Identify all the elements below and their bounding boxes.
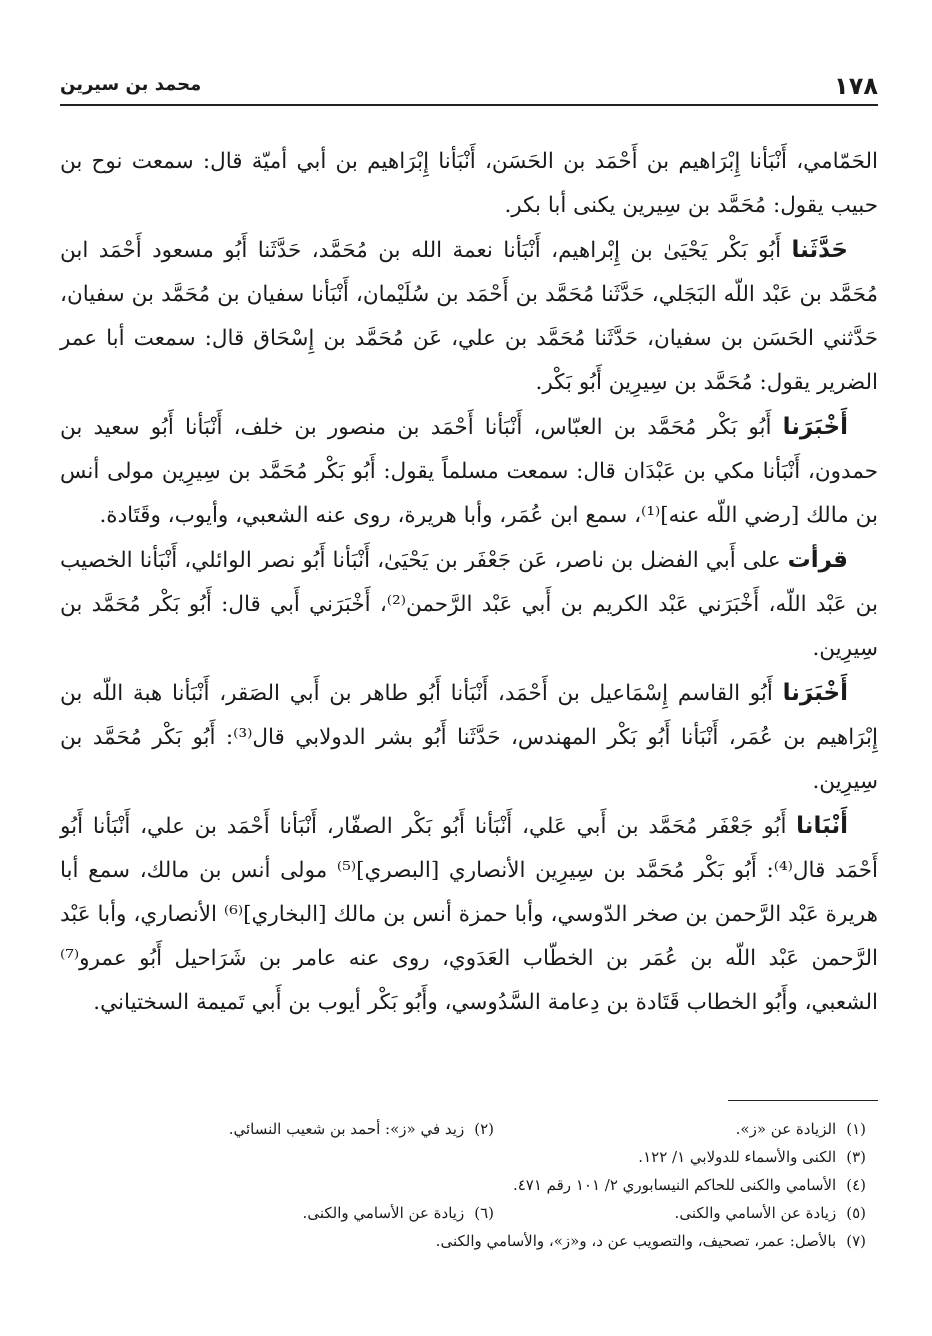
book-title: محمد بن سيرين (60, 74, 202, 95)
footnote-row (60, 1143, 878, 1171)
footnote (436, 1227, 866, 1255)
footnote-text: الأسامي والكنى للحاكم النيسابوري ٢/ ١٠١ رقم ٤٧١. (512, 1176, 837, 1194)
footnote-text: زيادة عن الأسامي والكنى. (674, 1204, 837, 1222)
footnote-number: (٣) (846, 1148, 866, 1166)
book-page (60, 70, 878, 1300)
paragraph-lead: قرأت (787, 547, 848, 573)
footnote-number: (٦) (474, 1204, 494, 1222)
footnote-number: (١) (846, 1120, 866, 1138)
footnote-text: الزيادة عن «ز». (735, 1120, 837, 1138)
footnote (303, 1199, 494, 1227)
footnote (229, 1115, 494, 1143)
paragraph (60, 538, 878, 671)
footnote-row (60, 1227, 878, 1255)
running-head (60, 70, 878, 106)
footnote-text: الكنى والأسماء للدولابي ١/ ١٢٢. (638, 1148, 837, 1166)
footnote-number: (٤) (846, 1176, 866, 1194)
footnote-row (60, 1199, 878, 1227)
paragraph (60, 228, 878, 405)
paragraph (60, 671, 878, 804)
paragraph (60, 140, 878, 228)
footnote-text: زيادة عن الأسامي والكنى. (302, 1204, 465, 1222)
footnote (506, 1115, 866, 1143)
paragraph (60, 405, 878, 538)
footnote-number: (٥) (846, 1204, 866, 1222)
footnotes (60, 1115, 878, 1255)
paragraph-text: أَبُو القاسم إِسْمَاعيل بن أَحْمَد، أَنْبَأنا أَبُو طاهر بن أَبي الصَقر، أَنْبَأنا هبة اللّه بن إِبْرَاهيم بن عُمَر، أَنْبَأنا أَبُو بَكْر المهندس، حَدَّثَنا أَبُو بشر الدولابي قال⁽³⁾: أَبُو بَكْر مُحَمَّد بن سِيرِين. (60, 681, 878, 794)
paragraph-lead: أَخْبَرَنا (782, 680, 848, 706)
paragraph-text: على أَبي الفضل بن ناصر، عَن جَعْفَر بن يَحْيَىٰ، أَنْبَأنا أَبُو نصر الوائلي، أَنْبَأنا الخصيب بن عَبْد اللّه، أَخْبَرَني عَبْد الكريم بن أَبي عَبْد الرَّحمن⁽²⁾، أَخْبَرَني أَبي قال: أَبُو بَكْر مُحَمَّد بن سِيرِين. (60, 548, 878, 661)
paragraph-lead: حَدَّثَنا (791, 237, 848, 263)
main-text (60, 140, 878, 1025)
paragraph-text: أَبُو بَكْر مُحَمَّد بن العبّاس، أَنْبَأنا أَحْمَد بن منصور بن خلف، أَنْبَأنا أَبُو سعيد بن حمدون، أَنْبَأنا مكي بن عَبْدَان قال: سمعت مسلماً يقول: أَبُو بَكْر مُحَمَّد بن سِيرِين مولى أنس بن مالك [رضي اللّه عنه]⁽¹⁾، سمع ابن عُمَر، وأبا هريرة، روى عنه الشعبي، وأيوب، وقَتَادة. (60, 415, 878, 528)
footnote-number: (٢) (474, 1120, 494, 1138)
page-number: ١٧٨ (834, 72, 878, 100)
footnote (506, 1199, 866, 1227)
paragraph-lead: أَخْبَرَنا (782, 414, 848, 440)
footnote-text: زيد في «ز»: أحمد بن شعيب النسائي. (228, 1120, 465, 1138)
paragraph-lead: أَنْبَانا (796, 813, 848, 839)
footnote-number: (٧) (846, 1232, 866, 1250)
footnote-row (60, 1171, 878, 1199)
footnote-text: بالأصل: عمر، تصحيف، والتصويب عن د، و«ز»، والأسامي والكنى. (435, 1232, 837, 1250)
paragraph (60, 804, 878, 1025)
paragraph-text: أَبُو جَعْفَر مُحَمَّد بن أَبي عَلي، أَنْبَأنا أَبُو بَكْر الصفّار، أَنْبَأنا أَحْمَد بن علي، أَنْبَأنا أَبُو أَحْمَد قال⁽⁴⁾: أَبُو بَكْر مُحَمَّد بن سِيرِين الأنصاري [البصري]⁽⁵⁾ مولى أنس بن مالك، سمع أبا هريرة عَبْد الرَّحمن بن صخر الدّوسي، وأبا حمزة أنس بن مالك [البخاري]⁽⁶⁾ الأنصاري، وأبا عَبْد الرَّحمن عَبْد اللّه بن عُمَر بن الخطّاب العَدَوي، روى عنه عامر بن شَرَاحيل أَبُو عمرو⁽⁷⁾ الشعبي، وأَبُو الخطاب قَتَادة بن دِعامة السَّدُوسي، وأَبُو بَكْر أيوب بن أَبي تَميمة السختياني. (60, 814, 879, 1015)
footnote-row (60, 1115, 878, 1143)
footnote (513, 1171, 866, 1199)
paragraph-text: الحَمّامي، أَنْبَأنا إِبْرَاهيم بن أَحْمَد بن الحَسَن، أَنْبَأنا إِبْرَاهيم بن أبي أميّة قال: سمعت نوح بن حبيب يقول: مُحَمَّد بن سِيرين يكنى أبا بكر. (60, 149, 878, 218)
footnote-divider (728, 1100, 878, 1101)
footnote (638, 1143, 866, 1171)
paragraph-text: أَبُو بَكْر يَحْيَىٰ بن إِبْراهيم، أَنْبَأنا نعمة الله بن مُحَمَّد، حَدَّثَنا أَبُو مسعود أَحْمَد ابن مُحَمَّد بن عَبْد اللّه البَجَلي، حَدَّثَنا مُحَمَّد بن أَحْمَد بن سُلَيْمان، أَنْبَأنا سفيان بن مُحَمَّد بن سفيان، حَدَّثني الحَسَن بن سفيان، حَدَّثَنا مُحَمَّد بن علي، عَن مُحَمَّد بن إِسْحَاق قال: سمعت أبا عمر الضرير يقول: مُحَمَّد بن سِيرِين أَبُو بَكْر. (60, 238, 878, 395)
